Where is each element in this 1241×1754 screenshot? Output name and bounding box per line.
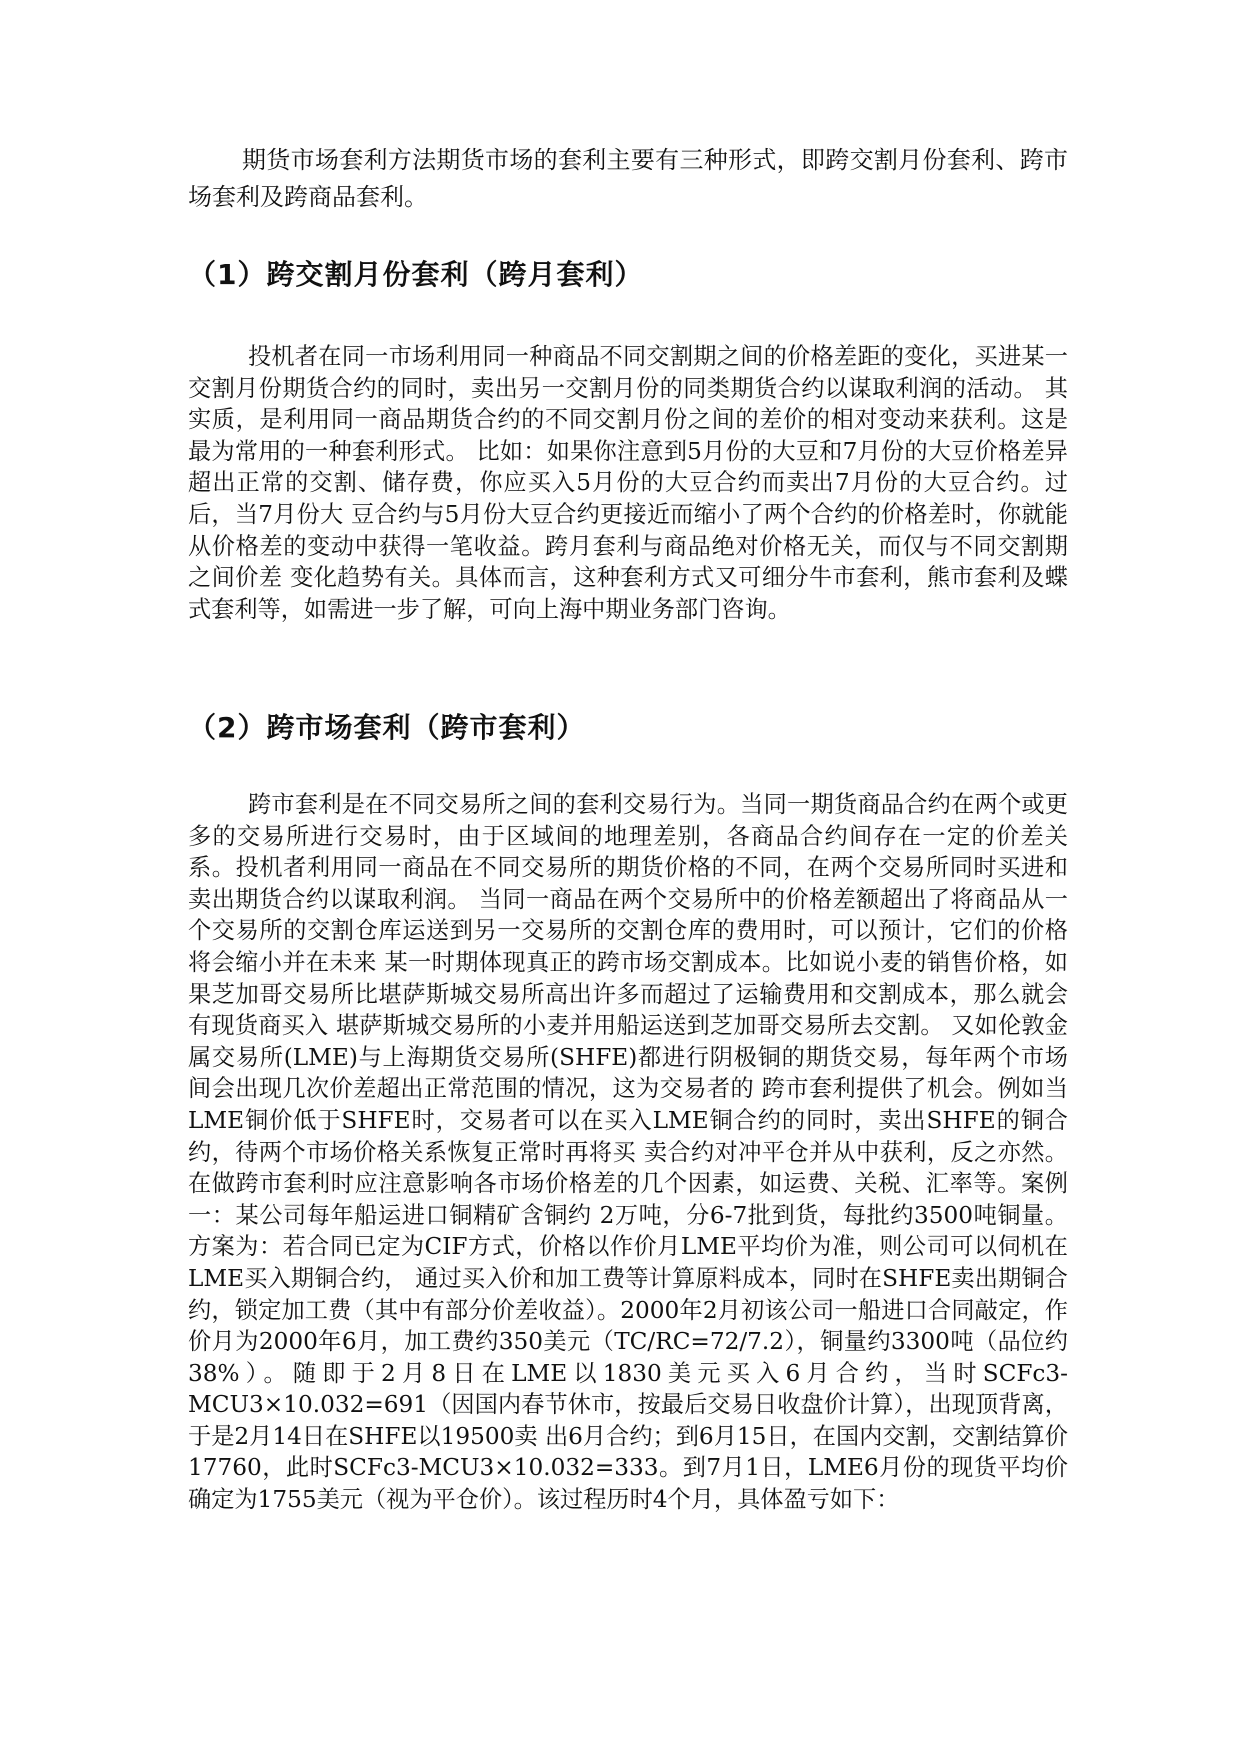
section-heading-calendar-spread: （1）跨交割月份套利（跨月套利） [188,258,644,291]
intro-paragraph: 期货市场套利方法期货市场的套利主要有三种形式，即跨交割月份套利、跨市场套利及跨商品套利。 [188,146,1068,211]
section-heading-inter-market-spread: （2）跨市场套利（跨市套利） [188,711,586,744]
section-body-inter-market-spread: 跨市套利是在不同交易所之间的套利交易行为。当同一期货商品合约在两个或更多的交易所进行交易时，由于区域间的地理差别，各商品合约间存在一定的价差关 系。投机者利用同一商品在不同交易所的期货价格的不同，在两个交易所同时买进和卖出期货合约以谋取利润。 当同一商品在两个交易所中的价格差额超出了将商品从一个交易所的交割仓库运送到另一交易所的交割仓库的费用时，可以预计，它们的价格将会缩小并在未来 某一时期体现真正的跨市场交割成本。比如说小麦的销售价格，如果芝加哥交易所比堪萨斯城交易所高出许多而超过了运输费用和交割成本，那么就会有现货商买入 堪萨斯城交易所的小麦并用船运送到芝加哥交易所去交割。 又如伦敦金属交易所(LME)与上海期货交易所(SHFE)都进行阴极铜的期货交易，每年两个市场间会出现几次价差超出正常范围的情况，这为交易者的 跨市套利提供了机会。例如当LME铜价低于SHFE时，交易者可以在买入LME铜合约的同时，卖出SHFE的铜合约，待两个市场价格关系恢复正常时再将买 卖合约对冲平仓并从中获利，反之亦然。在做跨市套利时应注意影响各市场价格差的几个因素，如运费、关税、汇率等。案例一：某公司每年船运进口铜精矿含铜约 2万吨，分6-7批到货，每批约3500吨铜量。方案为：若合同已定为CIF方式，价格以作价月LME平均价为准，则公司可以伺机在LME买入期铜合约， 通过买入价和加工费等计算原料成本，同时在SHFE卖出期铜合约，锁定加工费（其中有部分价差收益）。2000年2月初该公司一船进口合同敲定，作价月为2000年6月，加工费约350美元（TC/RC=72/7.2），铜量约3300吨（品位约38%）。随即于2月8日在LME以1830美元买入6月合约，当时SCFc3-MCU3×10.032=691（因国内春节休市，按最后交易日收盘价计算），出现顶背离，于是2月14日在SHFE以19500卖 出6月合约；到6月15日，在国内交割，交割结算价17760，此时SCFc3-MCU3×10.032=333。到7月1日，LME6月份的现货平均价 确定为1755美元（视为平仓价）。该过程历时4个月，具体盈亏如下： [188,791,1068,1514]
section-body-calendar-spread: 投机者在同一市场利用同一种商品不同交割期之间的价格差距的变化，买进某一交割月份期货合约的同时，卖出另一交割月份的同类期货合约以谋取利润的活动。 其实质，是利用同一商品期货合约的不同交割月份之间的差价的相对变动来获利。这是最为常用的一种套利形式。 比如：如果你注意到5月份的大豆和7月份的大豆价格差异超出正常的交割、储存费，你应买入5月份的大豆合约而卖出7月份的大豆合约。过后，当7月份大 豆合约与5月份大豆合约更接近而缩小了两个合约的价格差时，你就能从价格差的变动中获得一笔收益。跨月套利与商品绝对价格无关，而仅与不同交割期之间价差 变化趋势有关。具体而言，这种套利方式又可细分牛市套利，熊市套利及蝶式套利等，如需进一步了解，可向上海中期业务部门咨询。 [188,343,1068,623]
